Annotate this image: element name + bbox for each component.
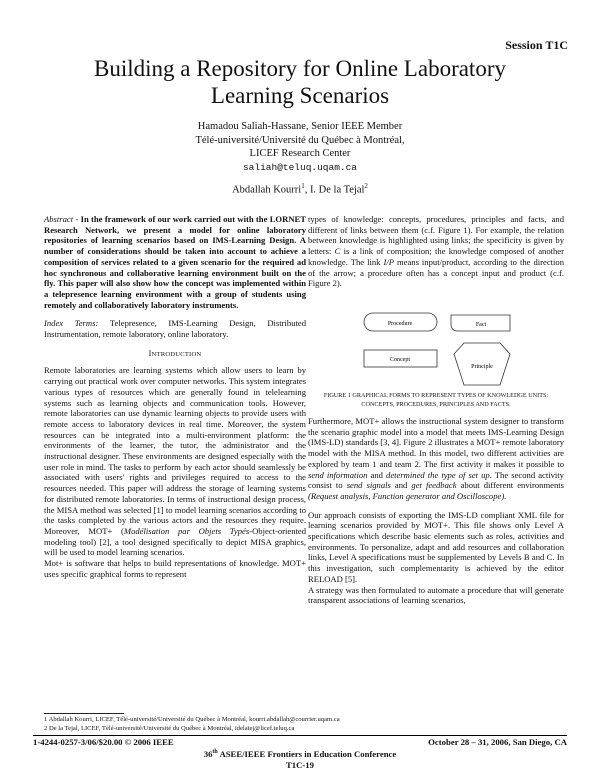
footer-rule <box>33 735 567 736</box>
right-column-top <box>308 214 564 289</box>
r-p2-and: and <box>367 469 387 480</box>
abstract-text: In the framework of our work carried out with the LORNET Research Network, we present a model for online laboratory repositories of learning scenarios based on IMS-Learning Design. A number of considerations should be taken into account to achieve a composition of services related to a given scenario for the required ad hoc synchronous and collaborative learning environment built on the fly. This paper will also show how the concept was implemented within a telepresence learning environment with a group of students using remotely and collaboratively laboratory instruments. <box>44 214 306 310</box>
conf-number: 36 <box>203 749 213 759</box>
heading-rest: NTRODUCTION <box>151 350 202 358</box>
heading-initial: I <box>148 348 152 358</box>
intro-p1-end: -Object-oriented modeling tool) [2], a tool designed specifically to depict MISA graphics, will be used to model learning scenarios. <box>44 525 306 558</box>
author-3: , I. De la Tejal <box>304 184 365 196</box>
intro-p2-text: Mot+ is software that helps to build representations of knowledge. MOT+ uses specific graphical forms to represent <box>44 558 306 579</box>
r-p1-a: types of knowledge: concepts, procedures, principles and facts, and different of links between them (c.f. Figure 1). For example, the relation between knowledge is highlighted using links; the specificity is given by letters: <box>308 214 564 257</box>
r-p2-i5: (Request analysis, Function generator and Oscilloscope). <box>308 490 507 501</box>
footnote-2: 2 De la Tejal, LICEF, Télé-université/Université du Québec à Montréal, idelatej@licef.teluq.ca <box>44 724 295 732</box>
page-number: T1C-19 <box>286 760 314 770</box>
author-1: Hamadou Saliah-Hassane, Senior IEEE Member <box>197 121 403 132</box>
footer-isbn: 1-4244-0257-3/06/$20.00 © 2006 IEEE <box>33 737 174 747</box>
r-p1-c: C <box>334 246 341 257</box>
title-line-2: Learning Scenarios <box>210 83 390 108</box>
index-terms <box>44 318 306 339</box>
figure-caption-line-2: CONCEPTS, PROCEDURES, PRINCIPLES AND FACTS. <box>361 401 511 408</box>
figure-1-knowledge-forms <box>360 310 530 390</box>
concept-label: Concept <box>390 357 410 363</box>
index-terms-text: Telepresence, IMS-Learning Design, Distributed Instrumentation, remote laboratory, online laboratory. <box>44 318 306 340</box>
footnote-mark-1: 1 <box>301 182 305 190</box>
conf-name: ASEE/IEEE Frontiers in Education Conference <box>217 749 397 759</box>
author-block-1 <box>40 120 560 174</box>
footnote-rule <box>44 713 124 714</box>
right-column-bottom <box>308 416 564 606</box>
author-2: Abdallah Kourri <box>232 184 302 196</box>
index-terms-label: Index Terms: <box>44 318 110 329</box>
intro-paragraph-1 <box>44 365 306 558</box>
r-p2-c: about different environments <box>456 480 564 491</box>
conf-sup: th <box>212 749 218 756</box>
right-paragraph-4 <box>308 585 564 606</box>
fact-label: Fact <box>475 322 487 328</box>
procedure-label: Procedure <box>387 321 413 327</box>
concept-shape <box>364 350 437 367</box>
fact-shape <box>451 315 510 331</box>
abstract-label: Abstract - <box>44 214 81 224</box>
intro-p1-italic: Modélisation par Objets Typés <box>123 525 250 536</box>
r-p3: Our approach consists of exporting the IMS-LD compliant XML file for learning scenarios provided by MOT+. This file shows only Level A specifications which describe basic elements such as roles, activities and environments. To personalize, adapt and add resources and collaboration links, Level A specifications must be supplemented by Levels B and C. In this investigation, such complementarity is achieved by the editor RELOAD [5]. <box>308 509 564 584</box>
r-p2-i1: send information <box>308 469 368 480</box>
right-paragraph-1 <box>308 214 564 289</box>
r-p4: A strategy was then formulated to automate a procedure that will generate transparent associations of learning scenarios, <box>308 584 564 606</box>
session-label: Session T1C <box>505 38 568 52</box>
footnotes <box>44 716 564 733</box>
right-paragraph-2 <box>308 416 564 502</box>
r-p1-b: is a link of composition; the knowledge composed of another knowledge. The link <box>308 246 564 267</box>
r-p2-i2: determined the type of set up <box>386 469 490 480</box>
procedure-shape <box>364 313 437 331</box>
principle-label: Principle <box>471 364 493 370</box>
footer-date-location: October 28 – 31, 2006, San Diego, CA <box>428 737 567 747</box>
abstract <box>44 214 306 310</box>
paper-title <box>40 55 560 109</box>
figure-caption <box>308 391 564 409</box>
author-block-2 <box>40 180 560 197</box>
r-p1-ip: I/P <box>383 256 394 267</box>
section-heading-introduction <box>44 349 306 361</box>
affiliation-1: Télé-université/Université du Québec à Montréal, <box>195 134 405 146</box>
title-line-1: Building a Repository for Online Laboratory <box>93 56 506 81</box>
r-p2-i3: send signals <box>346 480 391 491</box>
r-p2-a: Furthermore, MOT+ allows the instructional system designer to transform the scenario graphic model into a model that meets IMS-Learning Design (IMS-LD) standards [3, 4]. Figure 2 illustrates a MOT+ remote laboratory model with the MISA method. In this model, two different activities are explored by team 1 and team 2. The first activity it makes it possible to <box>308 416 564 469</box>
author-email: saliah@teluq.uqam.ca <box>242 161 358 173</box>
affiliation-2: LICEF Research Center <box>249 148 351 159</box>
right-paragraph-3 <box>308 510 564 585</box>
footnote-1: 1 Abdallah Kourri, LICEF, Télé-université/Université du Québec à Montréal, kourri.abdallah@courrier.uqam.ca <box>44 716 340 723</box>
footer-conference <box>0 749 600 759</box>
r-p2-b: . The second activity consist to <box>308 469 564 491</box>
figure-caption-line-1: FIGURE 1 GRAPHICAL FORMS TO REPRESENT TYPES OF KNOWLEDGE UNITS: <box>323 392 549 399</box>
footnote-mark-2: 2 <box>364 182 368 190</box>
intro-p1-text: Remote laboratories are learning systems which allow users to learn by carrying out practical work over computer networks. This system integrates various types of resources which are generally found in telelearning systems such as learning objects and communication tools. However, remote laboratories can use dynamic learning objects to provide users with remote access to laboratory devices in real time. Moreover, the system resources can be integrated into a multi-environment platform: the environments of the learner, the tutor, the administrator and the instructional designer. These environments are designed especially with the user role in mind. The tasks to perform by each actor should seamlessly be associated with users' rights and privileges required to access to the resources needed. This paper will address the storage of learning systems for distributed remote laboratories. In terms of instructional design process, the MISA method was selected [1] to model learning scenarios according to the tasks completed by the various actors and the resources they require. Moreover, MOT+ ( <box>44 365 306 536</box>
left-column <box>44 214 306 580</box>
r-p1-d: means input/product, according to the direction of the arrow; a procedure often has a concept input and product (c.f. Figure 2). <box>308 256 565 289</box>
principle-shape <box>454 343 510 385</box>
intro-paragraph-2 <box>44 558 306 579</box>
r-p2-i4: get feedback <box>411 480 457 491</box>
r-p2-and2: and <box>390 480 412 491</box>
